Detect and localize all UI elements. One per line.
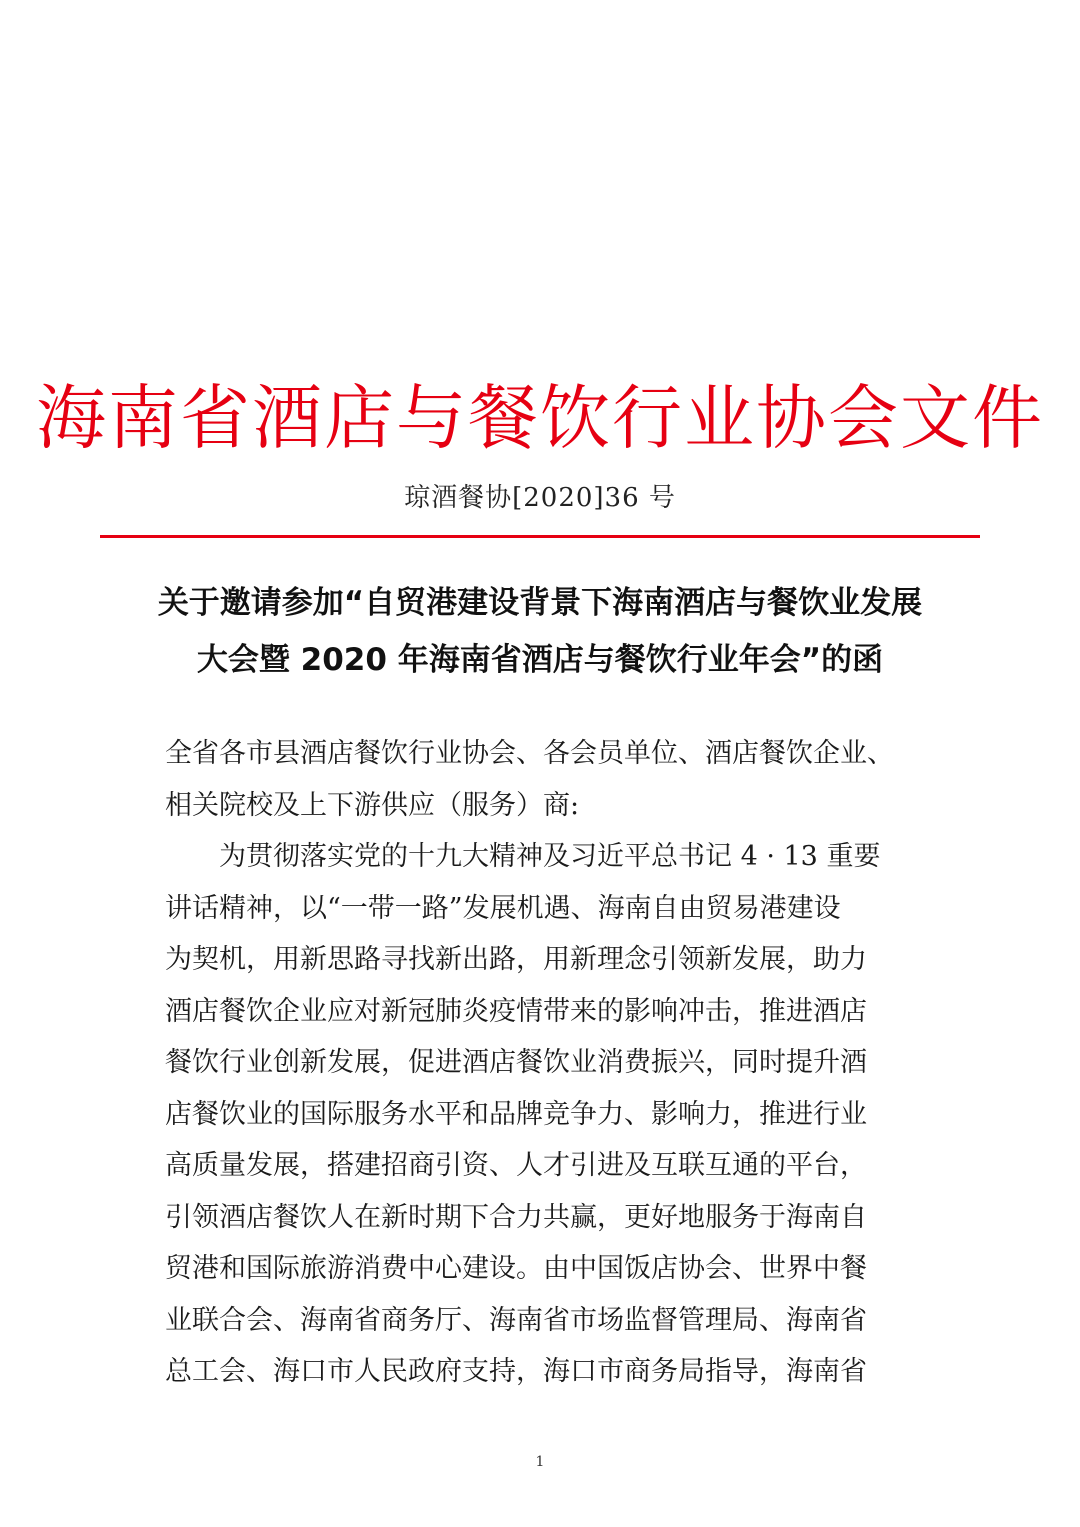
body-line: 业联合会、海南省商务厅、海南省市场监督管理局、海南省 (165, 1304, 867, 1336)
body-line: 高质量发展，搭建招商引资、人才引进及互联互通的平台， (165, 1150, 867, 1181)
subject-line: 关于邀请参加“自贸港建设背景下海南酒店与餐饮业发展 (157, 585, 923, 621)
subject-line: 大会暨 2020 年海南省酒店与餐饮行业年会”的函 (196, 642, 884, 678)
addressee-line: 全省各市县酒店餐饮行业协会、各会员单位、酒店餐饮企业、 (165, 738, 894, 769)
addressee-line: 相关院校及上下游供应（服务）商: (165, 789, 580, 821)
body-line: 为契机，用新思路寻找新出路，用新理念引领新发展，助力 (165, 944, 867, 975)
body-paragraph (165, 831, 925, 1398)
document-header-title: 海南省酒店与餐饮行业协会文件 (36, 377, 1044, 459)
red-divider-line (100, 535, 980, 538)
body-line: 餐饮行业创新发展，促进酒店餐饮业消费振兴，同时提升酒 (165, 1047, 867, 1078)
addressee-block (165, 728, 925, 831)
body-line: 讲话精神，以“一带一路”发展机遇、海南自由贸易港建设 (165, 892, 841, 924)
document-number: 琼酒餐协[2020]36 号 (404, 483, 676, 513)
body-line: 贸港和国际旅游消费中心建设。由中国饭店协会、世界中餐 (165, 1253, 867, 1284)
letter-subject (100, 575, 980, 689)
body-line: 总工会、海口市人民政府支持，海口市商务局指导，海南省 (165, 1356, 867, 1387)
body-line: 引领酒店餐饮人在新时期下合力共赢，更好地服务于海南自 (165, 1201, 867, 1233)
body-line: 为贯彻落实党的十九大精神及习近平总书记 4 · 13 重要 (219, 841, 881, 872)
page-number: 1 (535, 1454, 545, 1470)
body-line: 酒店餐饮企业应对新冠肺炎疫情带来的影响冲击，推进酒店 (165, 995, 867, 1027)
body-line: 店餐饮业的国际服务水平和品牌竞争力、影响力，推进行业 (165, 1098, 867, 1130)
